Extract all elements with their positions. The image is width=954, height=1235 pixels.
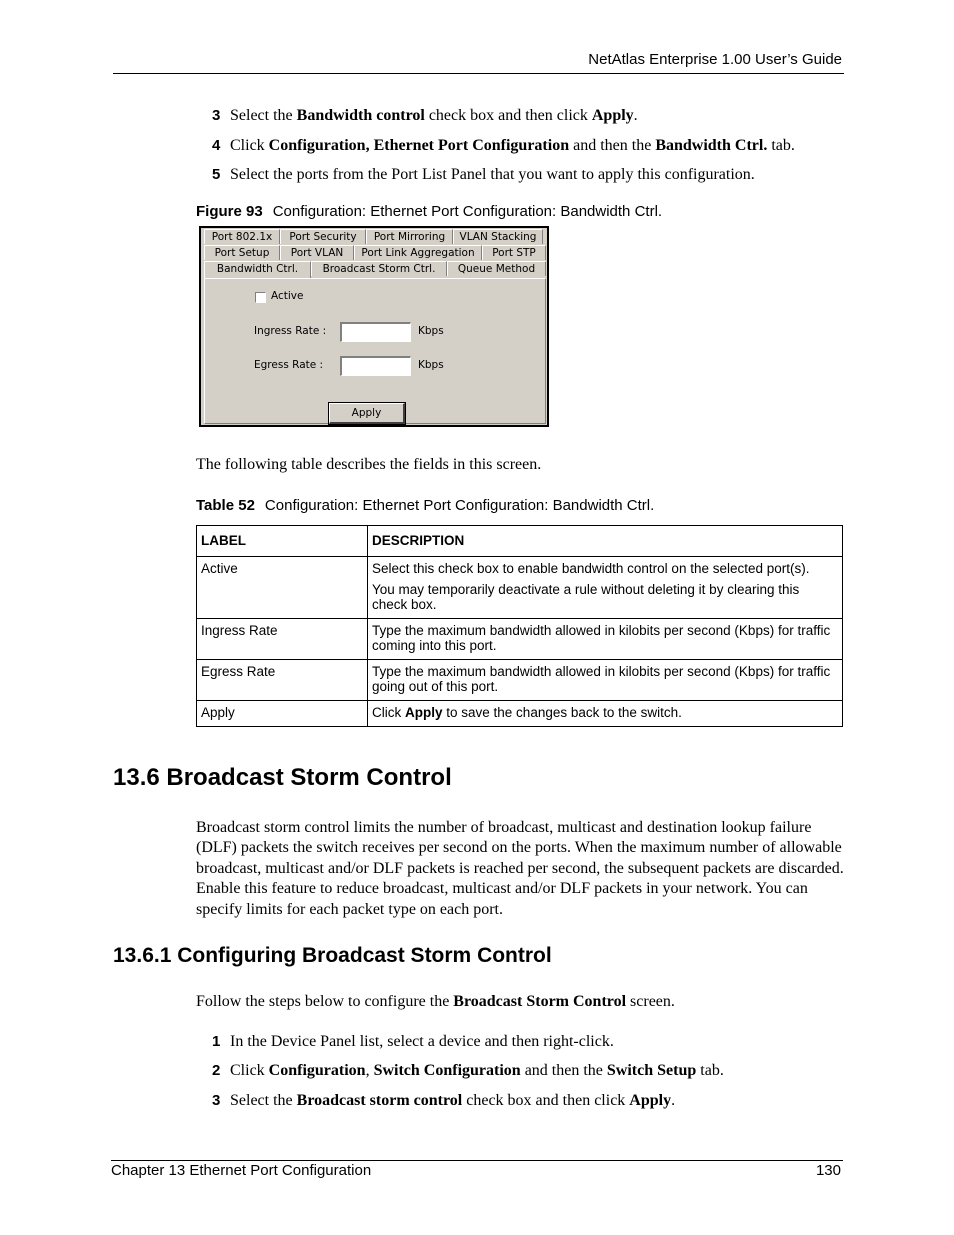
table-row	[197, 619, 843, 660]
tab-vlan-stacking[interactable]: VLAN Stacking	[453, 229, 543, 244]
ingress-rate-label: Ingress Rate :	[254, 325, 327, 337]
egress-unit: Kbps	[418, 359, 444, 371]
header-rule	[113, 73, 844, 74]
header-label: LABEL	[197, 526, 368, 557]
step-4: 4 Click Configuration, Ethernet Port Configuration and then the Bandwidth Ctrl. tab.	[212, 137, 795, 154]
bandwidth-ctrl-dialog	[199, 226, 549, 427]
table-row	[197, 660, 843, 701]
running-header: NetAtlas Enterprise 1.00 User’s Guide	[588, 51, 842, 68]
header-description: DESCRIPTION	[368, 526, 843, 557]
table-header-row	[197, 526, 843, 557]
active-label: Active	[271, 290, 304, 302]
row-description: Type the maximum bandwidth allowed in kilobits per second (Kbps) for traffic going out of this port.	[368, 660, 843, 701]
step-3: 3 Select the Bandwidth control check box and then click Apply.	[212, 107, 638, 124]
table-row	[197, 557, 843, 619]
tab-port-setup[interactable]: Port Setup	[204, 245, 280, 260]
tab-port-stp[interactable]: Port STP	[482, 245, 546, 260]
egress-rate-input[interactable]	[340, 356, 411, 376]
tab-port-link-aggregation[interactable]: Port Link Aggregation	[354, 245, 482, 260]
step-1: 1 In the Device Panel list, select a device and then right-click.	[212, 1033, 614, 1050]
tab-broadcast-storm-ctrl[interactable]: Broadcast Storm Ctrl.	[311, 261, 447, 276]
step-5: 5 Select the ports from the Port List Panel that you want to apply this configuration.	[212, 166, 755, 183]
row-label: Active	[197, 557, 368, 619]
tab-port-mirroring[interactable]: Port Mirroring	[366, 229, 453, 244]
tab-row-3	[204, 261, 546, 277]
active-checkbox[interactable]	[255, 292, 266, 303]
tab-row-2	[204, 245, 546, 261]
step-2: 2 Click Configuration, Switch Configuration and then the Switch Setup tab.	[212, 1062, 724, 1079]
row-label: Apply	[197, 701, 368, 727]
tab-port-8021x[interactable]: Port 802.1x	[204, 229, 280, 244]
tab-port-vlan[interactable]: Port VLAN	[280, 245, 354, 260]
row-label: Ingress Rate	[197, 619, 368, 660]
table-row	[197, 701, 843, 727]
tab-queue-method[interactable]: Queue Method	[447, 261, 546, 276]
tab-row-1	[204, 229, 543, 245]
row-label: Egress Rate	[197, 660, 368, 701]
figure-caption: Figure 93 Configuration: Ethernet Port Configuration: Bandwidth Ctrl.	[196, 203, 663, 220]
tab-bandwidth-ctrl[interactable]: Bandwidth Ctrl.	[204, 261, 311, 279]
table-caption: Table 52 Configuration: Ethernet Port Configuration: Bandwidth Ctrl.	[196, 497, 655, 514]
bandwidth-ctrl-panel	[204, 278, 546, 424]
page-number: 130	[815, 1162, 841, 1179]
row-description: Type the maximum bandwidth allowed in kilobits per second (Kbps) for traffic coming into this port.	[368, 619, 843, 660]
subsection-heading: 13.6.1 Configuring Broadcast Storm Control	[113, 944, 552, 967]
ingress-unit: Kbps	[418, 325, 444, 337]
field-description-table	[196, 525, 843, 727]
egress-rate-label: Egress Rate :	[254, 359, 324, 371]
tab-port-security[interactable]: Port Security	[280, 229, 366, 244]
footer-rule	[111, 1160, 843, 1161]
subsection-intro: Follow the steps below to configure the Broadcast Storm Control screen.	[196, 993, 675, 1010]
footer-chapter: Chapter 13 Ethernet Port Configuration	[111, 1162, 372, 1179]
step-3-bottom: 3 Select the Broadcast storm control check box and then click Apply.	[212, 1092, 676, 1109]
apply-button[interactable]: Apply	[329, 403, 405, 424]
row-description: Click Apply to save the changes back to the switch.	[368, 701, 843, 727]
ingress-rate-input[interactable]	[340, 322, 411, 342]
row-description: Select this check box to enable bandwidth control on the selected port(s). You may temporarily deactivate a rule without deleting it by clearing this check box.	[368, 557, 843, 619]
section-body: Broadcast storm control limits the number of broadcast, multicast and destination lookup failure (DLF) packets the switch receives per second on the ports. When the maximum number of allowable broadcast, multicast and/or DLF packets is reached per second, the subsequent packets are discarded. Enable this feature to reduce broadcast, multicast and/or DLF packets in your network. You can specify limits for each packet type on each port.	[196, 819, 844, 918]
section-heading: 13.6 Broadcast Storm Control	[113, 764, 452, 791]
table-intro: The following table describes the fields in this screen.	[196, 456, 542, 473]
